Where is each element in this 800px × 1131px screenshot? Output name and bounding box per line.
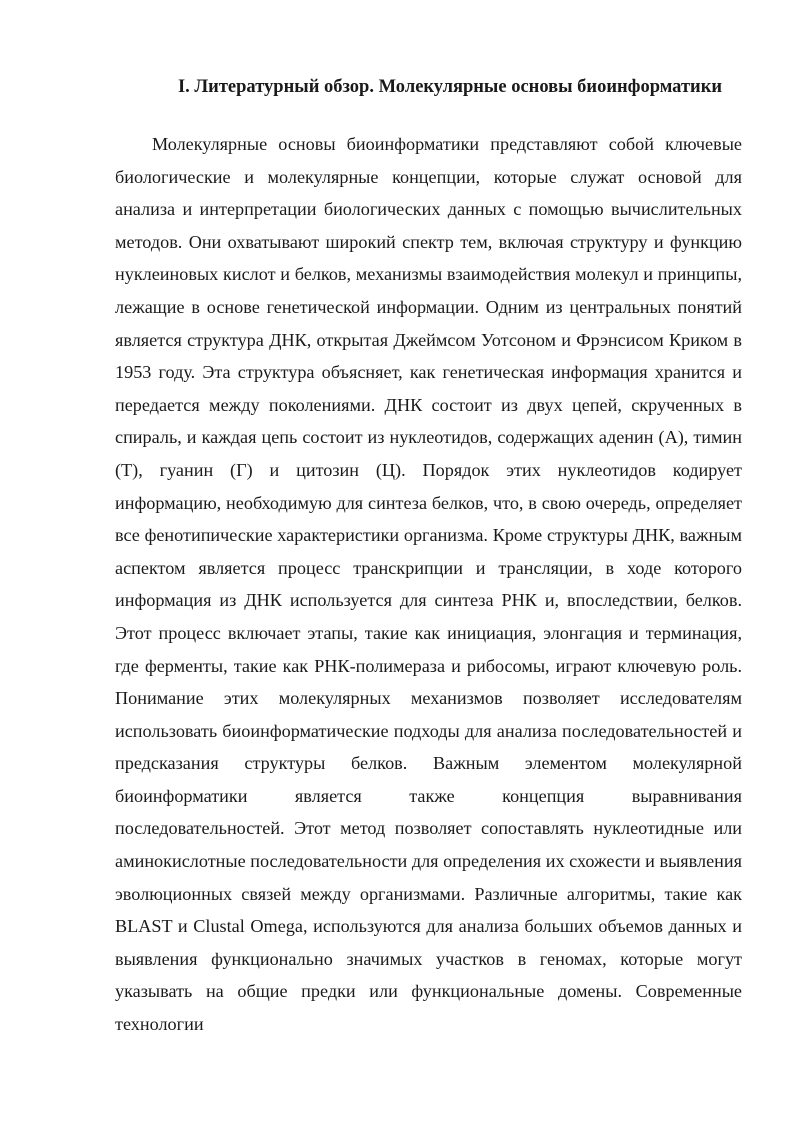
- section-heading: I. Литературный обзор. Молекулярные основы биоинформатики: [177, 77, 723, 97]
- body-paragraph: Молекулярные основы биоинформатики представляют собой ключевые биологические и молекулярные концепции, которые служат основой для анализа и интерпретации биологических данных с помощью вычислительных методов. Они охватывают широкий спектр тем, включая структуру и функцию нуклеиновых кислот и белков, механизмы взаимодействия молекул и принципы, лежащие в основе генетической информации. Одним из центральных понятий является структура ДНК, открытая Джеймсом Уотсоном и Фрэнсисом Криком в 1953 году. Эта структура объясняет, как генетическая информация хранится и передается между поколениями. ДНК состоит из двух цепей, скрученных в спираль, и каждая цепь состоит из нуклеотидов, содержащих аденин (А), тимин (Т), гуанин (Г) и цитозин (Ц). Порядок этих нуклеотидов кодирует информацию, необходимую для синтеза белков, что, в свою очередь, определяет все фенотипические характеристики организма. Кроме структуры ДНК, важным аспектом является процесс транскрипции и трансляции, в ходе которого информация из ДНК используется для синтеза РНК и, впоследствии, белков. Этот процесс включает этапы, такие как инициация, элонгация и терминация, где ферменты, такие как РНК-полимераза и рибосомы, играют ключевую роль. Понимание этих молекулярных механизмов позволяет исследователям использовать биоинформатические подходы для анализа последовательностей и предсказания структуры белков. Важным элементом молекулярной биоинформатики является также концепция выравнивания последовательностей. Этот метод позволяет сопоставлять нуклеотидные или аминокислотные последовательности для определения их схожести и выявления эволюционных связей между организмами. Различные алгоритмы, такие как BLAST и Clustal Omega, используются для анализа больших объемов данных и выявления функционально значимых участков в геномах, которые могут указывать на общие предки или функциональные домены. Современные технологии: [115, 134, 742, 1035]
